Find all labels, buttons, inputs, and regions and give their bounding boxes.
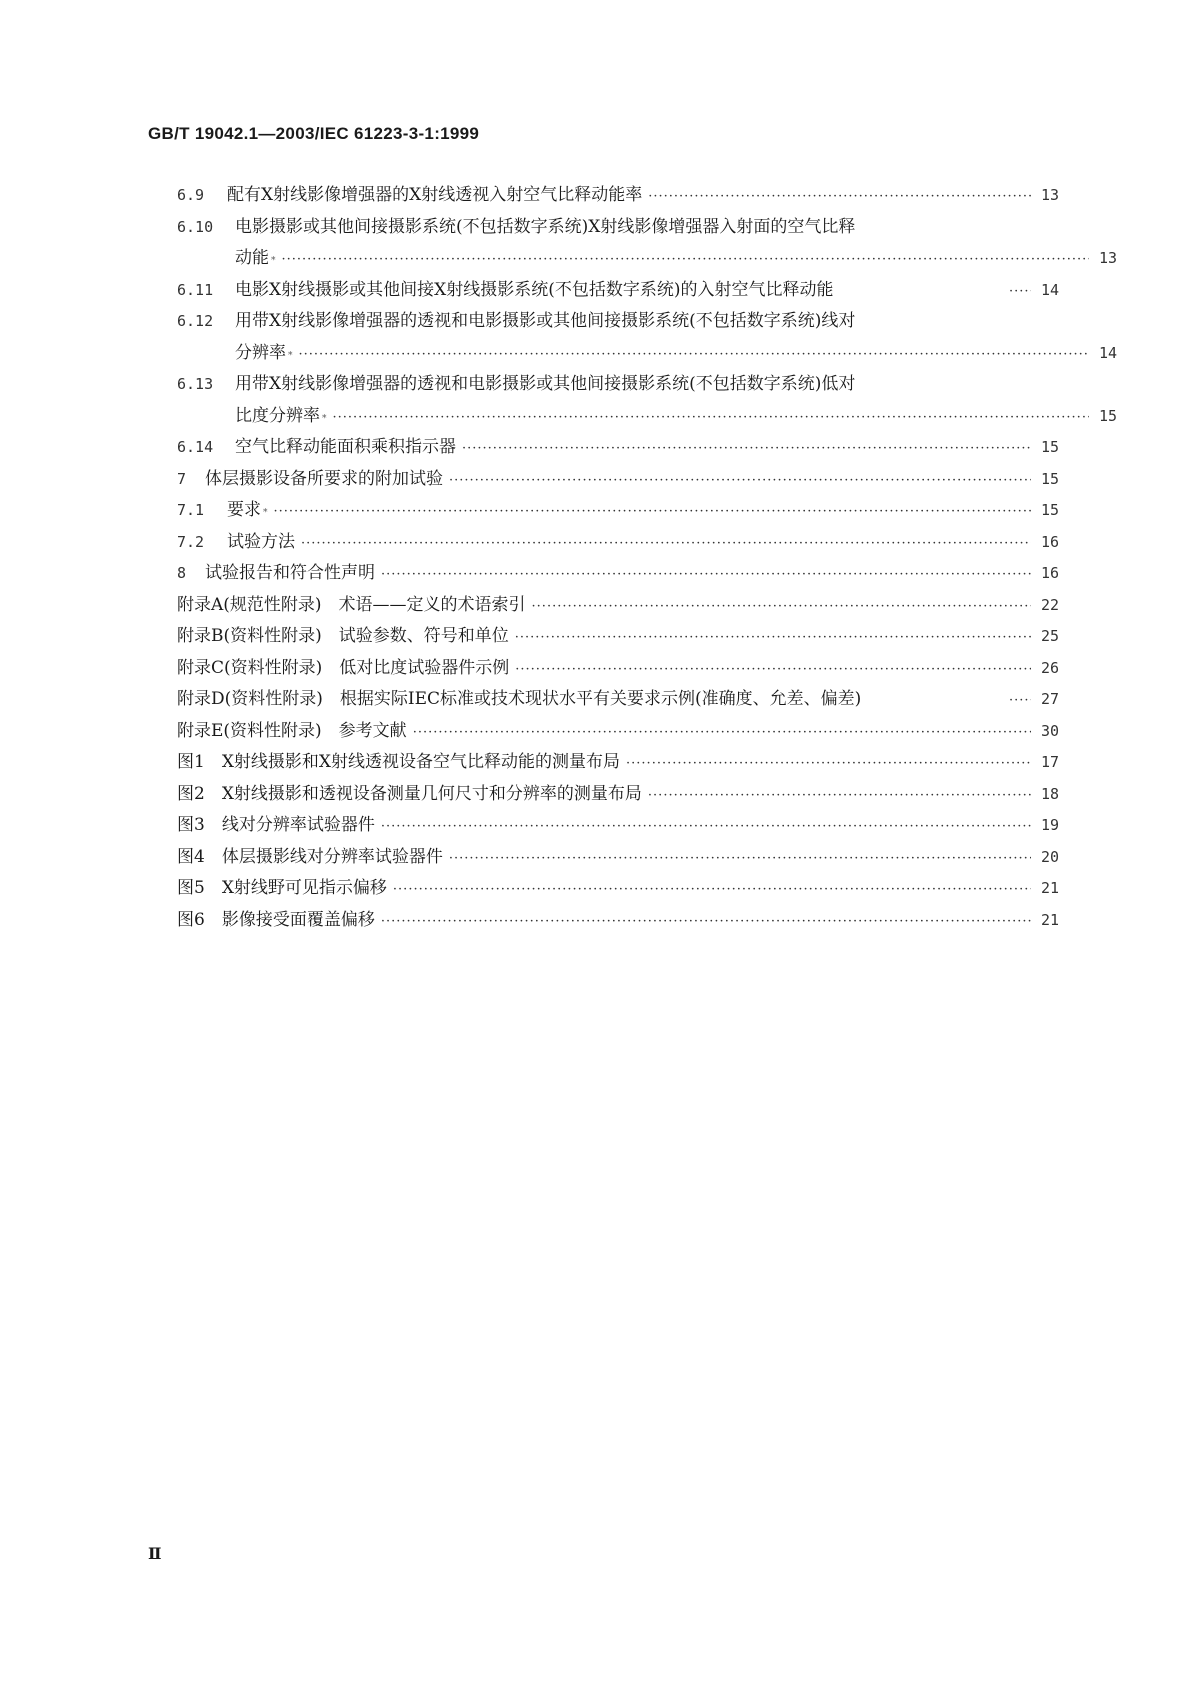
toc-entry-title: 图4 体层摄影线对分辨率试验器件 [177, 846, 443, 867]
toc-entry-number: 6.13 [177, 375, 214, 393]
toc-dot-leader [1009, 685, 1031, 717]
toc-entry-footnote-mark: * [263, 508, 268, 518]
toc-entry[interactable] [177, 275, 1059, 307]
toc-entry[interactable] [177, 369, 1059, 401]
toc-entry[interactable] [177, 873, 1059, 905]
toc-entry[interactable] [177, 747, 1059, 779]
toc-dot-leader [381, 906, 1031, 938]
toc-entry-title: 比度分辨率 [235, 405, 320, 426]
toc-entry-page: 19 [1040, 816, 1059, 834]
toc-entry[interactable] [177, 432, 1059, 464]
toc-entry-title: 配有X射线影像增强器的X射线透视入射空气比释动能率 [227, 185, 643, 205]
toc-entry-number: 6.14 [177, 438, 214, 456]
toc-dot-leader [532, 591, 1031, 623]
toc-entry-number: 8 [177, 564, 187, 582]
toc-dot-leader [648, 181, 1031, 213]
toc-entry-title: 图3 线对分辨率试验器件 [177, 815, 375, 835]
toc-entry-title: 图1 X射线摄影和X射线透视设备空气比释动能的测量布局 [177, 752, 621, 772]
toc-entry-page: 13 [1098, 249, 1117, 267]
toc-entry-page: 22 [1040, 595, 1059, 614]
toc-entry-footnote-mark: * [271, 256, 276, 266]
toc-entry-title: 图6 影像接受面覆盖偏移 [177, 909, 375, 930]
toc-entry[interactable] [177, 495, 1059, 527]
toc-dot-leader [282, 244, 1090, 276]
toc-entry-number: 7 [177, 469, 187, 488]
toc-entry-page: 30 [1040, 721, 1059, 740]
toc-entry[interactable] [177, 716, 1059, 748]
toc-dot-leader [299, 339, 1090, 371]
toc-entry-title: 图2 X射线摄影和透视设备测量几何尺寸和分辨率的测量布局 [177, 783, 642, 804]
toc-entry-page: 14 [1040, 280, 1059, 299]
toc-entry-title: 附录E(资料性附录) 参考文献 [177, 720, 407, 741]
toc-entry-page: 13 [1040, 186, 1059, 204]
toc-entry-page: 16 [1040, 564, 1059, 582]
toc-entry[interactable] [177, 621, 1059, 653]
toc-entry-title: 用带X射线影像增强器的透视和电影摄影或其他间接摄影系统(不包括数字系统)低对 [235, 374, 856, 394]
toc-entry[interactable] [177, 842, 1059, 874]
toc-entry-page: 18 [1040, 784, 1059, 803]
toc-dot-leader [462, 433, 1031, 465]
toc-entry-title: 图5 X射线野可见指示偏移 [177, 878, 387, 898]
toc-entry-number: 6.10 [177, 217, 214, 236]
toc-entry-title: 附录D(资料性附录) 根据实际IEC标准或技术现状水平有关要求示例(准确度、允差、偏差) [177, 689, 862, 709]
toc-entry-page: 15 [1098, 406, 1117, 425]
toc-dot-leader [515, 622, 1031, 654]
toc-dot-leader [301, 528, 1031, 560]
toc-entry-page: 25 [1040, 627, 1059, 645]
toc-entry[interactable] [177, 684, 1059, 716]
toc-entry[interactable] [177, 180, 1059, 212]
toc-dot-leader [515, 654, 1031, 686]
toc-entry-number: 6.12 [177, 312, 214, 330]
toc-entry[interactable] [177, 243, 1117, 275]
toc-dot-leader [1009, 276, 1031, 308]
toc-entry-title: 电影摄影或其他间接摄影系统(不包括数字系统)X射线影像增强器入射面的空气比释 [235, 216, 856, 237]
page-number: Ⅱ [148, 1544, 162, 1563]
toc-entry[interactable] [177, 338, 1117, 370]
toc-entry[interactable] [177, 306, 1059, 338]
toc-entry-page: 14 [1098, 343, 1117, 362]
toc-entry-page: 21 [1040, 879, 1059, 897]
toc-dot-leader [393, 874, 1031, 906]
toc-entry[interactable] [177, 527, 1059, 559]
toc-entry-number: 7.1 [177, 501, 205, 519]
toc-entry-number: 7.2 [177, 532, 205, 551]
toc-entry-title: 空气比释动能面积乘积指示器 [235, 437, 456, 457]
toc-entry-page: 20 [1040, 847, 1059, 866]
toc-entry-page: 21 [1040, 910, 1059, 929]
toc-dot-leader [648, 780, 1031, 812]
toc-entry-page: 17 [1040, 753, 1059, 771]
toc-entry-page: 15 [1040, 438, 1059, 456]
toc-entry[interactable] [177, 212, 1059, 244]
toc-dot-leader [381, 559, 1031, 591]
toc-entry[interactable] [177, 653, 1059, 685]
toc-dot-leader [449, 843, 1031, 875]
toc-entry[interactable] [177, 810, 1059, 842]
toc-entry[interactable] [177, 905, 1059, 937]
toc-entry-title: 附录C(资料性附录) 低对比度试验器件示例 [177, 657, 510, 678]
toc-dot-leader [449, 465, 1031, 497]
toc-entry[interactable] [177, 401, 1117, 433]
standard-code-header: GB/T 19042.1—2003/IEC 61223-3-1:1999 [148, 124, 480, 143]
toc-entry[interactable] [177, 558, 1059, 590]
toc-dot-leader [381, 811, 1031, 843]
toc-dot-leader [274, 496, 1032, 528]
toc-entry-page: 16 [1040, 532, 1059, 551]
toc-entry[interactable] [177, 779, 1059, 811]
toc-entry-title: 试验报告和符合性声明 [205, 563, 375, 583]
toc-entry-title: 试验方法 [227, 531, 295, 552]
toc-dot-leader [333, 402, 1090, 434]
toc-entry[interactable] [177, 464, 1059, 496]
table-of-contents [177, 180, 1117, 936]
toc-entry-page: 15 [1040, 469, 1059, 488]
toc-entry-number: 6.9 [177, 186, 205, 204]
toc-dot-leader [413, 717, 1031, 749]
toc-entry-title: 动能 [235, 248, 269, 268]
toc-entry-title: 要求 [227, 500, 261, 520]
toc-entry-page: 26 [1040, 658, 1059, 677]
toc-entry-footnote-mark: * [322, 413, 327, 424]
toc-entry-title: 分辨率 [235, 342, 286, 363]
toc-entry-title: 附录A(规范性附录) 术语——定义的术语索引 [177, 594, 526, 615]
toc-entry-title: 电影X射线摄影或其他间接X射线摄影系统(不包括数字系统)的入射空气比释动能 [235, 279, 834, 300]
toc-entry-page: 15 [1040, 501, 1059, 519]
toc-dot-leader [626, 748, 1031, 780]
toc-entry-number: 6.11 [177, 280, 214, 299]
toc-entry[interactable] [177, 590, 1059, 622]
toc-entry-title: 用带X射线影像增强器的透视和电影摄影或其他间接摄影系统(不包括数字系统)线对 [235, 311, 856, 331]
toc-entry-footnote-mark: * [288, 350, 293, 361]
toc-entry-title: 附录B(资料性附录) 试验参数、符号和单位 [177, 626, 509, 646]
toc-entry-title: 体层摄影设备所要求的附加试验 [205, 468, 443, 489]
toc-entry-page: 27 [1040, 690, 1059, 708]
